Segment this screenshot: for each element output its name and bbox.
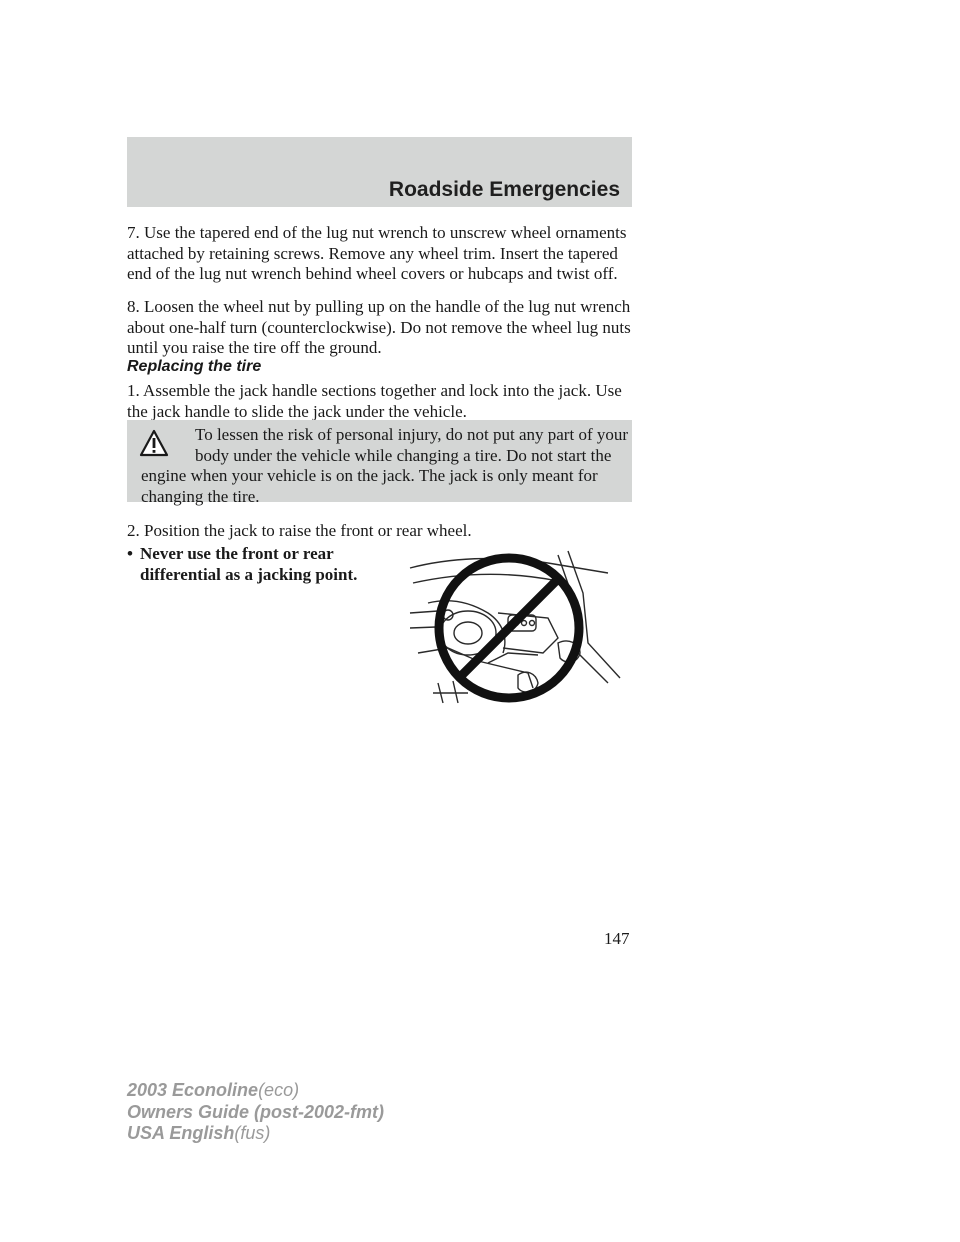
jack-differential-prohibited-illustration (408, 543, 622, 708)
page-number: 147 (604, 929, 630, 948)
replacing-tire-heading: Replacing the tire (127, 358, 262, 375)
warning-text (127, 425, 632, 507)
bullet-item (127, 544, 387, 585)
warning-rest: body under the vehicle while changing a tire. Do not start the engine when your vehicle is on the jack. The jack is only meant for changing the tire. (141, 445, 612, 506)
warning-line-1: To lessen the risk of personal injury, do not put any part of your (195, 425, 629, 444)
replacing-step-2: 2. Position the jack to raise the front or rear wheel. (127, 521, 472, 540)
bullet-text: Never use the front or rear differential as a jacking point. (140, 544, 358, 584)
footer-line-1: 2003 Econoline(eco) (127, 1080, 300, 1100)
footer-line-2: Owners Guide (post-2002-fmt) (127, 1101, 385, 1122)
step-8-paragraph: 8. Loosen the wheel nut by pulling up on the handle of the lug nut wrench about one-half turn (counterclockwise). Do not remove the wheel lug nuts until you raise the tire off the ground. (127, 297, 631, 357)
bullet-marker: • (127, 544, 133, 563)
header-band (127, 137, 632, 207)
section-title: Roadside Emergencies (388, 178, 620, 201)
step-7-paragraph: 7. Use the tapered end of the lug nut wrench to unscrew wheel ornaments attached by retaining screws. Remove any wheel trim. Insert the tapered end of the lug nut wrench behind wheel covers or hubcaps and twist off. (127, 223, 627, 283)
footer (127, 1080, 384, 1145)
replacing-step-1: 1. Assemble the jack handle sections together and lock into the jack. Use the jack handle to slide the jack under the vehicle. (127, 381, 622, 421)
warning-box (127, 420, 632, 506)
footer-line-3: USA English(fus) (127, 1123, 271, 1143)
